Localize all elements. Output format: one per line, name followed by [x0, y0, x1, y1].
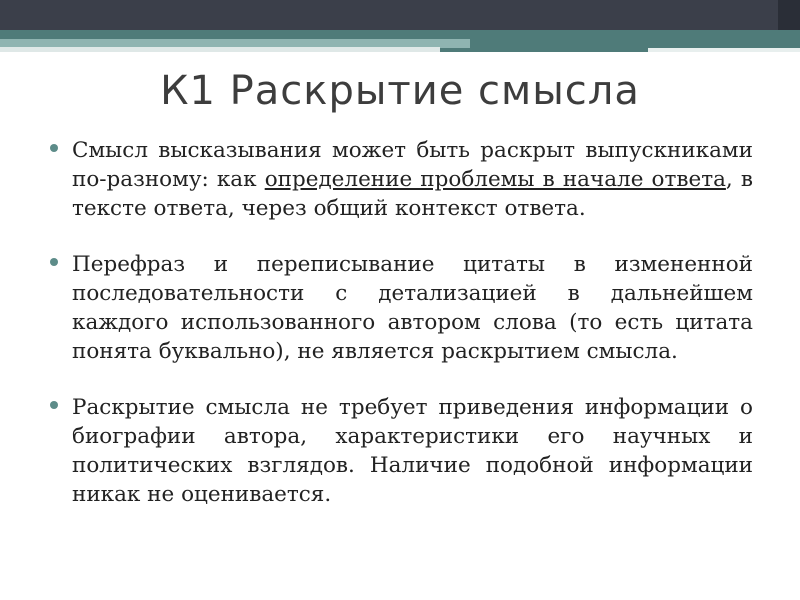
bullet-text-underlined: определение проблемы в начале ответа: [264, 167, 726, 192]
header-white-strip-right: [648, 48, 800, 52]
slide-title: К1 Раскрытие смысла: [160, 68, 640, 114]
bullet-text: Раскрытие смысла не требует приведения информации о биографии автора, характеристики его научных и политических взглядов. Наличие подобной информации никак не оценивается.: [72, 395, 753, 507]
bullet-dot-icon: [50, 258, 58, 266]
bullet-text: , в тексте ответа, через общий контекст ответа.: [72, 167, 753, 221]
bullet-dot-icon: [50, 401, 58, 409]
bullet-item: [48, 250, 753, 366]
header-dark-bar: [0, 0, 800, 30]
header-white-strip: [0, 47, 440, 52]
bullet-item: [48, 393, 753, 509]
bullet-text: Смысл высказывания может быть раскрыт выпускниками по-разному: как: [72, 138, 753, 192]
header-corner-block: [778, 0, 800, 30]
bullet-item: [48, 136, 753, 223]
bullet-text: Перефраз и переписывание цитаты в измененной последовательности с детализацией в дальнейшем каждого использованного автором слова (то есть цитата понята буквально), не является раскрытием смысла.: [72, 252, 753, 364]
bullet-dot-icon: [50, 144, 58, 152]
bullet-list: [48, 136, 753, 536]
